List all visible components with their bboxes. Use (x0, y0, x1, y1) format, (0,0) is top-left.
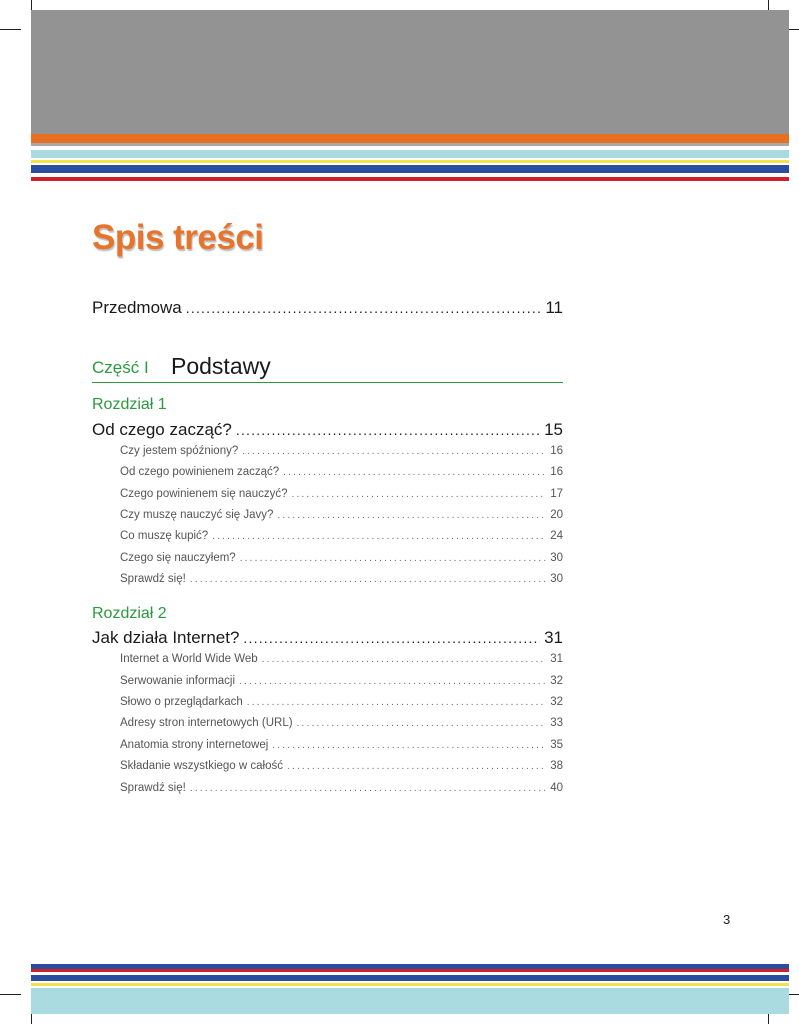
toc-entry-page: 33 (550, 717, 563, 729)
footer-stripe-red (31, 969, 789, 972)
toc-entry-label: Składanie wszystkiego w całość (120, 760, 283, 772)
part-label: Część I (92, 358, 149, 377)
toc-entry-label: Sprawdź się! (120, 782, 186, 794)
toc-entry-page: 30 (550, 552, 563, 564)
footer-stripe-yellow (31, 983, 789, 986)
toc-entry-label: Serwowanie informacji (120, 675, 236, 687)
toc-entry-section[interactable] (120, 739, 563, 751)
toc-entry-page: 11 (545, 298, 563, 317)
toc-entry-section[interactable] (120, 530, 563, 542)
footer-stripe-blue (31, 975, 789, 981)
dot-leader (240, 553, 547, 564)
toc-entry-page: 15 (544, 420, 563, 439)
page-number: 3 (723, 912, 731, 927)
toc-entry-label: Co muszę kupić? (120, 530, 209, 542)
toc-entry-label: Anatomia strony internetowej (120, 739, 269, 751)
toc-entry-page: 38 (550, 760, 563, 772)
toc-entry-page: 16 (550, 445, 563, 457)
dot-leader (272, 740, 546, 751)
dot-leader (212, 531, 546, 542)
dot-leader (262, 654, 547, 665)
toc-entry-section[interactable] (120, 653, 563, 665)
toc-entry-section[interactable] (120, 445, 563, 457)
toc-entry-section[interactable] (120, 675, 563, 687)
toc-entry-label: Internet a World Wide Web (120, 653, 258, 665)
table-of-contents (92, 0, 563, 1024)
toc-entry-chapter[interactable] (92, 628, 563, 648)
dot-leader (190, 783, 546, 794)
part-heading (92, 350, 563, 383)
toc-entry-label: Czy jestem spóźniony? (120, 445, 239, 457)
toc-entry-chapter[interactable] (92, 420, 563, 440)
dot-leader (239, 676, 546, 687)
toc-entry-page: 31 (544, 628, 563, 647)
dot-leader (242, 446, 546, 457)
toc-entry-section[interactable] (120, 573, 563, 585)
dot-leader (190, 574, 546, 585)
toc-entry-page: 16 (550, 466, 563, 478)
toc-entry-section[interactable] (120, 696, 563, 708)
toc-entry-section[interactable] (120, 717, 563, 729)
toc-entry-section[interactable] (120, 466, 563, 478)
page-title: Spis treści (92, 218, 264, 257)
toc-entry-page: 32 (550, 696, 563, 708)
crop-mark (0, 29, 21, 30)
toc-entry-label: Przedmowa (92, 298, 182, 317)
toc-entry-page: 40 (550, 782, 563, 794)
toc-entry-page: 32 (550, 675, 563, 687)
toc-entry-label: Od czego powinienem zacząć? (120, 466, 280, 478)
dot-leader (283, 467, 546, 478)
toc-entry-label: Jak działa Internet? (92, 628, 240, 647)
toc-entry-label: Czy muszę nauczyć się Javy? (120, 509, 274, 521)
chapter-label: Rozdział 1 (92, 396, 167, 413)
dot-leader (236, 422, 540, 438)
toc-entry-label: Adresy stron internetowych (URL) (120, 717, 293, 729)
toc-entry-page: 31 (550, 653, 563, 665)
toc-entry-label: Czego powinienem się nauczyć? (120, 488, 288, 500)
crop-mark (0, 994, 21, 995)
toc-entry-section[interactable] (120, 509, 563, 521)
dot-leader (287, 761, 546, 772)
dot-leader (247, 697, 546, 708)
dot-leader (297, 718, 547, 729)
toc-entry-section[interactable] (120, 760, 563, 772)
toc-entry-preface[interactable] (92, 298, 563, 318)
toc-entry-label: Sprawdź się! (120, 573, 186, 585)
toc-entry-page: 30 (550, 573, 563, 585)
dot-leader (243, 630, 540, 646)
toc-entry-page: 35 (550, 739, 563, 751)
toc-entry-page: 24 (550, 530, 563, 542)
dot-leader (291, 489, 546, 500)
toc-entry-section[interactable] (120, 782, 563, 794)
toc-entry-label: Czego się nauczyłem? (120, 552, 236, 564)
toc-entry-label: Słowo o przeglądarkach (120, 696, 243, 708)
toc-entry-section[interactable] (120, 552, 563, 564)
part-title: Podstawy (171, 353, 271, 379)
chapter-label: Rozdział 2 (92, 605, 167, 622)
toc-entry-page: 17 (550, 488, 563, 500)
dot-leader (186, 300, 542, 316)
dot-leader (277, 510, 546, 521)
toc-entry-label: Od czego zacząć? (92, 420, 232, 439)
toc-entry-page: 20 (550, 509, 563, 521)
toc-entry-section[interactable] (120, 488, 563, 500)
footer-band-cyan (31, 988, 789, 1014)
